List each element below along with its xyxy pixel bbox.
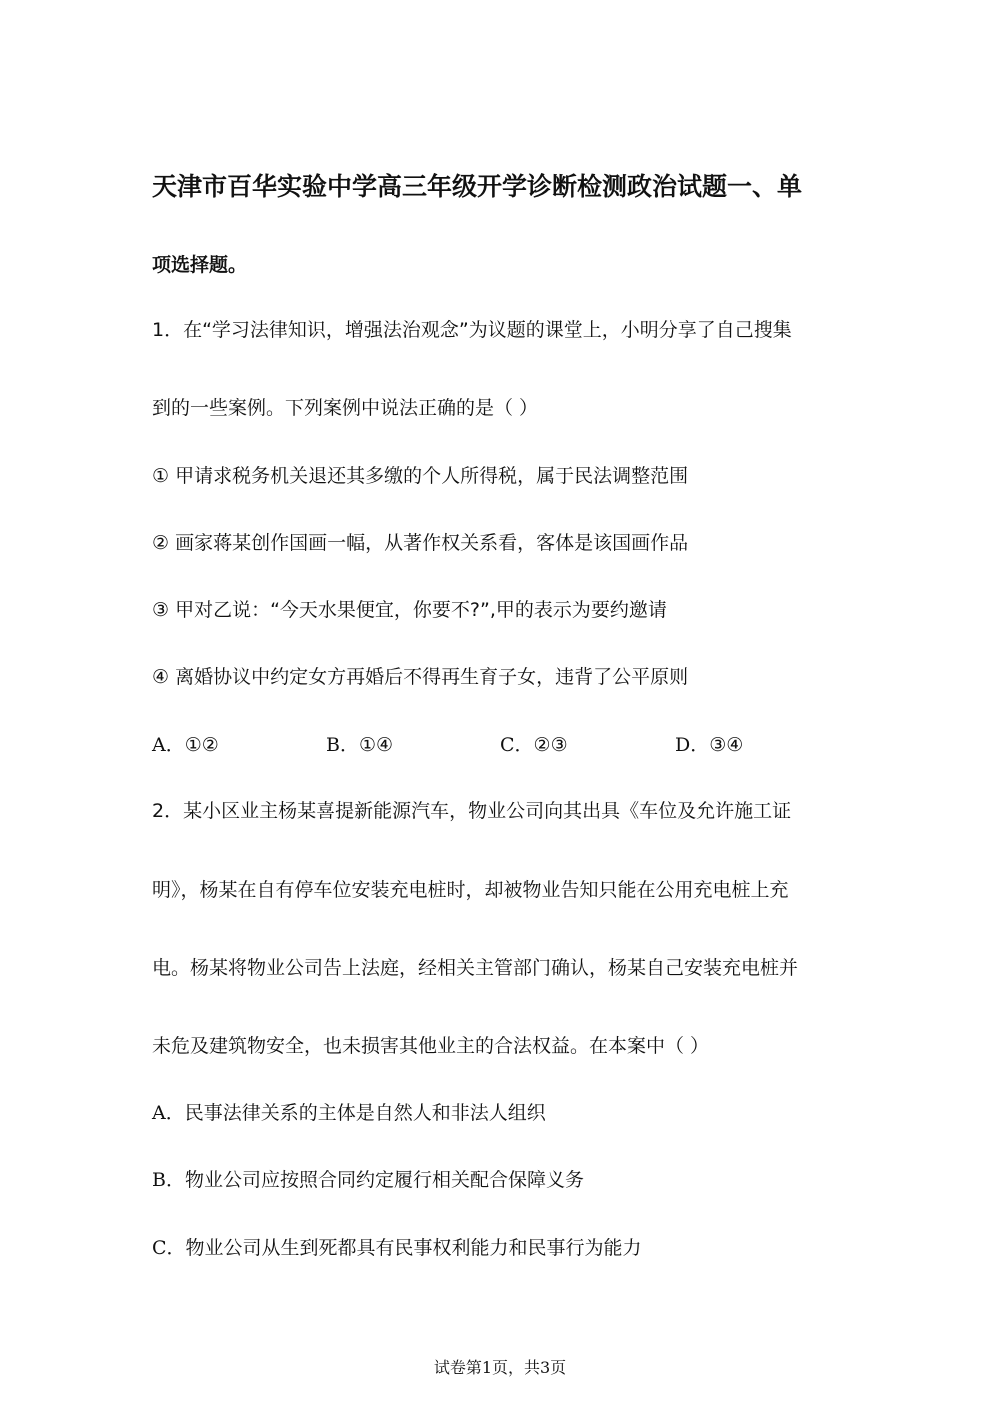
question-2-option-a[interactable] — [152, 1101, 546, 1125]
option-text: 物业公司应按照合同约定履行相关配合保障义务 — [184, 1169, 584, 1191]
question-2-stem-line-3: 电。杨某将物业公司告上法庭，经相关主管部门确认，杨某自己安装充电桩并 — [152, 957, 799, 979]
option-letter: B． — [152, 1169, 185, 1191]
option-letter: C． — [152, 1237, 186, 1259]
question-1-statement-2: ② 画家蒋某创作国画一幅，从著作权关系看，客体是该国画作品 — [152, 532, 689, 554]
page-footer — [0, 1358, 1000, 1378]
option-text: 物业公司从生到死都具有民事权利能力和民事行为能力 — [185, 1237, 642, 1259]
question-2-stem-line-4: 未危及建筑物安全，也未损害其他业主的合法权益。在本案中（ ） — [152, 1035, 710, 1057]
section-heading-text: 项选择题。 — [152, 254, 248, 276]
option-letter: D． — [675, 734, 710, 756]
question-1-stem-line-2: 到的一些案例。下列案例中说法正确的是（ ） — [152, 397, 539, 419]
option-text: 民事法律关系的主体是自然人和非法人组织 — [184, 1102, 546, 1124]
question-1-options — [152, 733, 852, 757]
option-letter: A． — [152, 734, 185, 756]
option-letter: A． — [152, 1102, 185, 1124]
question-1-option-b[interactable] — [326, 733, 393, 757]
question-1-statement-1: ① 甲请求税务机关退还其多缴的个人所得税，属于民法调整范围 — [152, 465, 689, 487]
question-2-option-b[interactable] — [152, 1168, 584, 1192]
question-2-stem-line-1: 2．某小区业主杨某喜提新能源汽车，物业公司向其出具《车位及允许施工证 — [152, 800, 792, 822]
option-letter: B． — [326, 734, 359, 756]
option-text: ①② — [184, 734, 219, 756]
question-1-option-d[interactable] — [675, 733, 743, 757]
question-2-stem-line-2: 明》，杨某在自有停车位安装充电桩时，却被物业告知只能在公用充电桩上充 — [152, 879, 789, 901]
option-letter: C． — [500, 734, 534, 756]
option-text: ③④ — [709, 734, 744, 756]
question-2-option-c[interactable] — [152, 1236, 642, 1260]
option-text: ①④ — [358, 734, 394, 756]
document-title — [152, 172, 802, 202]
question-1-option-a[interactable] — [152, 733, 219, 757]
section-heading — [152, 253, 247, 277]
question-1-statement-3: ③ 甲对乙说：“今天水果便宜，你要不?”,甲的表示为要约邀请 — [152, 599, 667, 621]
question-1-stem-line-1: 1．在“学习法律知识，增强法治观念”为议题的课堂上，小明分享了自己搜集 — [152, 319, 792, 341]
question-1-statement-4: ④ 离婚协议中约定女方再婚后不得再生育子女，违背了公平原则 — [152, 666, 689, 688]
title-text: 天津市百华实验中学高三年级开学诊断检测政治试题一、单 — [152, 172, 803, 201]
option-text: ②③ — [533, 734, 568, 756]
question-1-option-c[interactable] — [500, 733, 568, 757]
page-number-label: 试卷第1页，共3页 — [433, 1358, 567, 1377]
